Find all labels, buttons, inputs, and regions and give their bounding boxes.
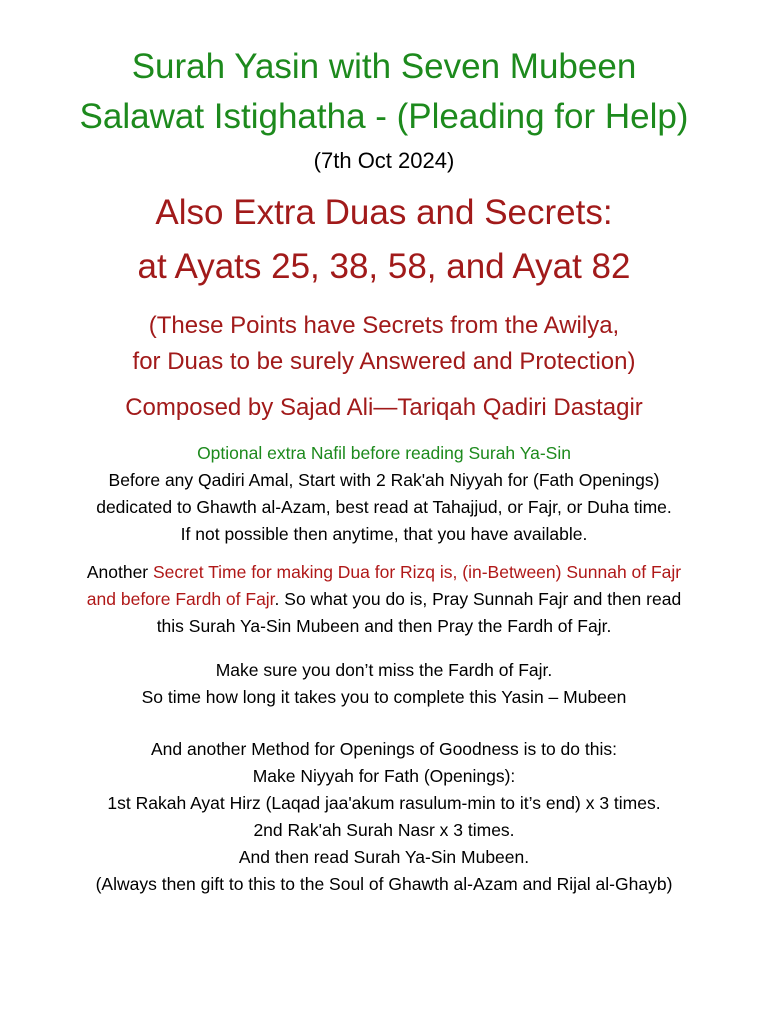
secret-time-line-3: this Surah Ya-Sin Mubeen and then Pray the Fardh of Fajr. bbox=[156, 616, 612, 636]
nafil-section bbox=[0, 440, 768, 548]
secrets-note bbox=[0, 308, 768, 380]
nafil-line-3: If not possible then anytime, that you have available. bbox=[180, 524, 588, 544]
subtitle-line-2: at Ayats 25, 38, 58, and Ayat 82 bbox=[137, 247, 631, 286]
nafil-line-2: dedicated to Ghawth al-Azam, best read at Tahajjud, or Fajr, or Duha time. bbox=[96, 497, 672, 517]
nafil-heading: Optional extra Nafil before reading Surah Ya-Sin bbox=[197, 443, 571, 463]
secret-time-line-1 bbox=[0, 559, 768, 586]
method-line-3: 1st Rakah Ayat Hirz (Laqad jaa'akum rasulum-min to it’s end) x 3 times. bbox=[107, 793, 661, 813]
secrets-note-line-1: (These Points have Secrets from the Awilya, bbox=[148, 312, 620, 339]
reminder-section bbox=[0, 657, 768, 711]
method-line-6: (Always then gift to this to the Soul of Ghawth al-Azam and Rijal al-Ghayb) bbox=[95, 874, 673, 894]
method-line-2: Make Niyyah for Fath (Openings): bbox=[252, 766, 516, 786]
secret-time-line-2-plain: . So what you do is, Pray Sunnah Fajr and then read bbox=[274, 589, 682, 609]
method-line-1: And another Method for Openings of Goodness is to do this: bbox=[151, 739, 617, 759]
reminder-line-1: Make sure you don’t miss the Fardh of Fajr. bbox=[215, 660, 553, 680]
composed-by: Composed by Sajad Ali—Tariqah Qadiri Dastagir bbox=[125, 394, 643, 421]
secret-time-line-2-highlight: and before Fardh of Fajr bbox=[86, 589, 275, 609]
method-section bbox=[0, 736, 768, 898]
secret-time-section bbox=[0, 559, 768, 640]
secret-time-line-1-plain: Another bbox=[86, 562, 153, 582]
method-line-5: And then read Surah Ya-Sin Mubeen. bbox=[238, 847, 530, 867]
subtitle-block bbox=[0, 186, 768, 294]
reminder-line-2: So time how long it takes you to complete this Yasin – Mubeen bbox=[141, 687, 627, 707]
title-line-2: Salawat Istighatha - (Pleading for Help) bbox=[79, 97, 689, 136]
secrets-note-line-2: for Duas to be surely Answered and Protection) bbox=[132, 348, 636, 375]
title-line-1: Surah Yasin with Seven Mubeen bbox=[131, 47, 637, 86]
title-block bbox=[0, 0, 768, 142]
subtitle-line-1: Also Extra Duas and Secrets: bbox=[155, 193, 613, 232]
secret-time-line-1-highlight: Secret Time for making Dua for Rizq is, (in-Between) Sunnah of Fajr bbox=[153, 562, 682, 582]
secret-time-line-2 bbox=[0, 586, 768, 613]
nafil-line-1: Before any Qadiri Amal, Start with 2 Rak'ah Niyyah for (Fath Openings) bbox=[108, 470, 660, 490]
method-line-4: 2nd Rak'ah Surah Nasr x 3 times. bbox=[253, 820, 515, 840]
date-text: (7th Oct 2024) bbox=[313, 148, 455, 173]
